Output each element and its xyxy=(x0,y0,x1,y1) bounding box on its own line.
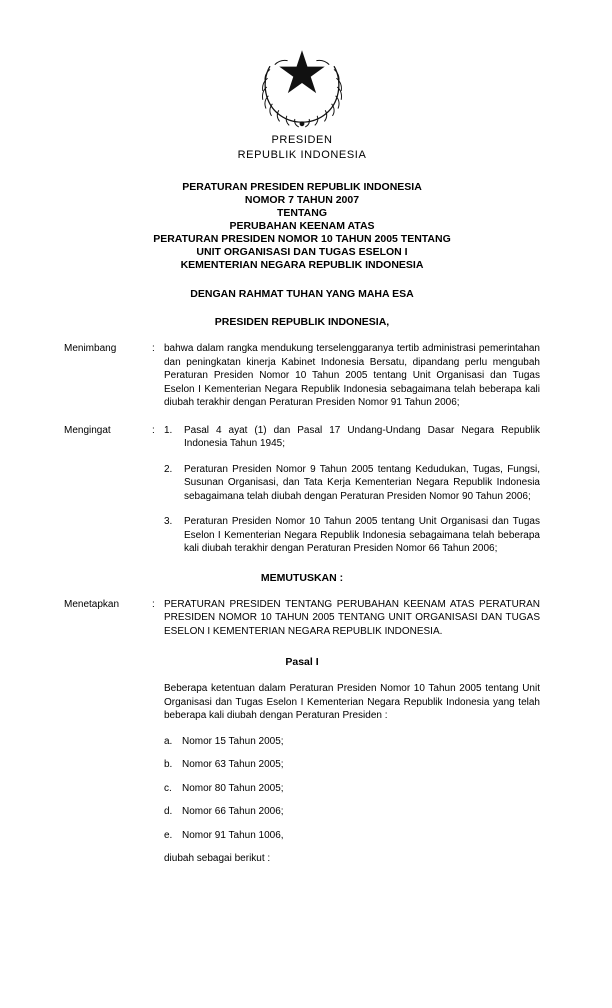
menetapkan-text: PERATURAN PRESIDEN TENTANG PERUBAHAN KEENAM ATAS PERATURAN PRESIDEN NOMOR 10 TAHUN 2005 TENTANG UNIT ORGANISASI DAN TUGAS ESELON I KEMENTERIAN NEGARA REPUBLIK INDONESIA. xyxy=(164,598,540,637)
mengingat-list xyxy=(164,424,540,556)
menimbang-label: Menimbang xyxy=(64,343,117,354)
memutuskan-heading: MEMUTUSKAN : xyxy=(260,571,344,584)
mengingat-label: Mengingat xyxy=(64,424,111,436)
pasal-heading: Pasal I xyxy=(285,656,319,668)
header-presiden: PRESIDEN xyxy=(271,134,333,146)
list-item-text: Nomor 15 Tahun 2005; xyxy=(182,735,284,747)
menetapkan-label: Menetapkan xyxy=(64,598,120,610)
pasal-letter-list xyxy=(164,735,540,843)
garuda-star-emblem-icon xyxy=(254,45,350,129)
authority-line: PRESIDEN REPUBLIK INDONESIA, xyxy=(214,316,390,328)
list-item-text: Pasal 4 ayat (1) dan Pasal 17 Undang-Undang Dasar Negara Republik Indonesia Tahun 1945; xyxy=(184,424,540,449)
list-item xyxy=(164,805,540,819)
mengingat-colon: : xyxy=(152,424,155,436)
list-item xyxy=(164,782,540,796)
title-line-4: PERUBAHAN KEENAM ATAS xyxy=(229,220,375,232)
list-item-number: 3. xyxy=(164,516,173,527)
document-title xyxy=(64,181,540,272)
list-item-text: Peraturan Presiden Nomor 10 Tahun 2005 tentang Unit Organisasi dan Tugas Eselon I Kementerian Negara Republik Indonesia sebagaimana telah beberapa kali diubah terakhir dengan Peraturan Presiden Nomor 66 Tahun 2006; xyxy=(184,516,540,554)
menimbang-text: bahwa dalam rangka mendukung terselenggaranya tertib administrasi pemerintahan dan peningkatan kinerja Kabinet Indonesia Bersatu, dipandang perlu mengubah Peraturan Presiden Nomor 10 Tahun 2005 tentang Unit Organisasi dan Tugas Eselon I Kementerian Negara Republik Indonesia sebagaimana telah beberapa kali diubah terakhir dengan Peraturan Presiden Nomor 91 Tahun 2006; xyxy=(164,343,540,408)
list-item-text: Nomor 66 Tahun 2006; xyxy=(182,806,284,817)
title-line-3: TENTANG xyxy=(277,207,327,219)
pasal-body xyxy=(164,682,540,866)
list-item-text: Nomor 91 Tahun 1006, xyxy=(182,829,284,841)
header-republik-indonesia: REPUBLIK INDONESIA xyxy=(237,149,367,161)
menimbang-section xyxy=(64,342,540,410)
list-item-text: Peraturan Presiden Nomor 9 Tahun 2005 tentang Kedudukan, Tugas, Fungsi, Susunan Organisasi, dan Tata Kerja Kementerian Negara Republik Indonesia sebagaimana telah diubah dengan Peraturan Presiden Nomor 90 Tahun 2006; xyxy=(184,463,540,502)
pasal-closing-text: diubah sebagai berikut : xyxy=(164,853,271,864)
title-line-1: PERATURAN PRESIDEN REPUBLIK INDONESIA xyxy=(182,181,422,193)
list-item-letter: b. xyxy=(164,759,173,770)
list-item-letter: a. xyxy=(164,735,173,747)
pasal-intro-text: Beberapa ketentuan dalam Peraturan Presiden Nomor 10 Tahun 2005 tentang Unit Organisasi dan Tugas Eselon I Kementerian Negara Republik Indonesia yang telah beberapa kali diubah dengan Peraturan Presiden : xyxy=(164,683,540,721)
list-item xyxy=(164,515,540,556)
list-item-letter: d. xyxy=(164,806,173,817)
list-item-text: Nomor 80 Tahun 2005; xyxy=(182,782,284,794)
title-line-2: NOMOR 7 TAHUN 2007 xyxy=(244,194,360,206)
list-item-number: 1. xyxy=(164,424,173,436)
list-item xyxy=(164,829,540,843)
list-item-text: Nomor 63 Tahun 2005; xyxy=(182,759,284,770)
list-item-letter: e. xyxy=(164,829,173,841)
mengingat-section xyxy=(64,424,540,556)
menetapkan-section xyxy=(64,598,540,639)
menetapkan-colon: : xyxy=(152,598,155,610)
title-line-6: UNIT ORGANISASI DAN TUGAS ESELON I xyxy=(196,246,408,258)
list-item xyxy=(164,735,540,749)
list-item-number: 2. xyxy=(164,463,173,475)
list-item-letter: c. xyxy=(164,782,172,794)
blessing-line: DENGAN RAHMAT TUHAN YANG MAHA ESA xyxy=(190,288,414,300)
list-item xyxy=(164,758,540,772)
menimbang-colon: : xyxy=(152,343,155,354)
list-item xyxy=(164,424,540,451)
emblem-container xyxy=(64,45,540,129)
title-line-7: KEMENTERIAN NEGARA REPUBLIK INDONESIA xyxy=(180,259,424,271)
title-line-5: PERATURAN PRESIDEN NOMOR 10 TAHUN 2005 TENTANG xyxy=(153,233,451,245)
list-item xyxy=(164,463,540,504)
